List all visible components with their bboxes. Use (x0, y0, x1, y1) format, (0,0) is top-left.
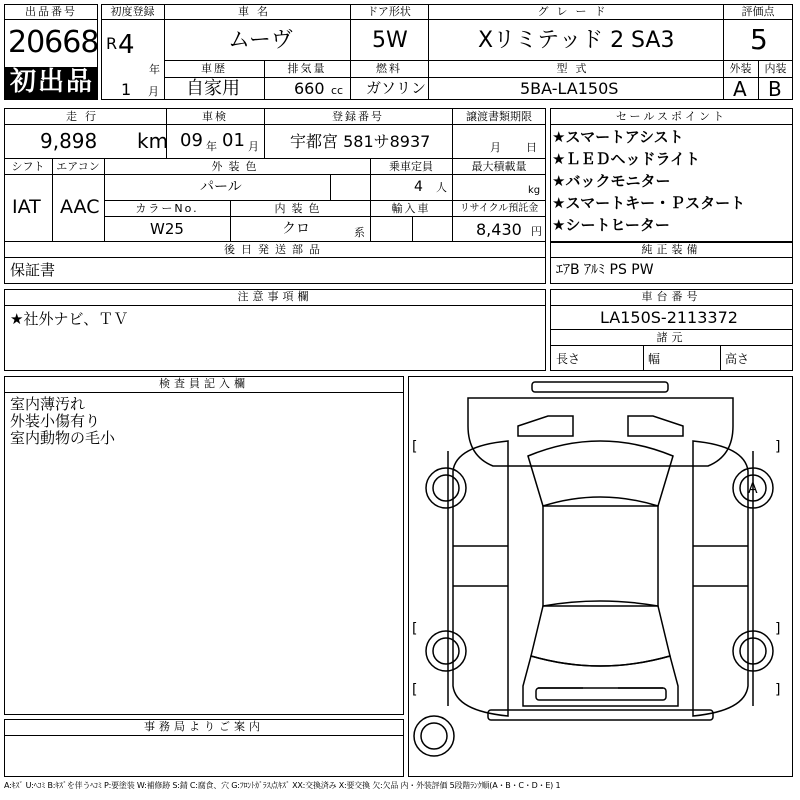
right-panel (693, 441, 748, 716)
left-panel (453, 441, 508, 716)
mileage-unit: km (137, 129, 169, 153)
rear-window (531, 601, 670, 666)
sales-point-2: ★ＬＥＤヘッドライト (552, 150, 700, 168)
bracket-rear-right: ] (775, 621, 781, 637)
sales-point-3: ★バックモニター (552, 172, 671, 190)
windshield (528, 441, 673, 506)
exterior-grade-label: 外装 (729, 62, 752, 75)
bracket-spare-left: [ (412, 682, 418, 698)
interior-color-label: 内装色 (274, 202, 326, 215)
history-value: 自家用 (186, 78, 240, 99)
notes-label: 注意事項欄 (237, 290, 313, 303)
inspector-line-1: 室内薄汚れ (10, 395, 86, 413)
bracket-front-left: [ (412, 439, 418, 455)
later-parts-value: 保証書 (10, 261, 56, 279)
plate-value: 宇都宮 581サ8937 (290, 132, 431, 151)
lot-number: 20668 (8, 25, 99, 60)
lot-label: 出品番号 (4, 4, 98, 20)
grade-label: グレード (537, 5, 614, 18)
equipment-label: 純正装備 (641, 243, 702, 256)
plate-label: 登録番号 (332, 110, 384, 123)
registration-year: 4 (118, 30, 135, 60)
fuel-label: 燃料 (376, 62, 402, 75)
aircon-label: エアコン (56, 160, 100, 173)
first-listing-label: 初出品 (10, 67, 95, 97)
registration-month-unit: 月 (148, 85, 159, 98)
bracket-rear-left: [ (412, 621, 418, 637)
bracket-front-right: ] (775, 439, 781, 455)
capacity-label: 乗車定員 (389, 160, 433, 173)
shift-value: IAT (12, 196, 41, 218)
car-name-label: 車名 (238, 5, 276, 18)
color-no-value: W25 (150, 220, 184, 238)
damage-mark-a: A (748, 481, 758, 497)
equipment-value: ｴｱB ｱﾙﾐ PS PW (556, 262, 654, 278)
displacement-label: 排気量 (287, 62, 327, 75)
interior-grade-value: B (768, 77, 782, 101)
door-value: 5W (372, 28, 408, 53)
exterior-color-value: パール (200, 179, 242, 195)
recycle-unit: 円 (531, 225, 542, 238)
interior-color-suffix: 系 (354, 226, 365, 239)
exterior-grade-value: A (733, 77, 747, 101)
model-label: 型式 (556, 62, 595, 75)
fuel-value: ガソリン (366, 79, 427, 97)
max-load-unit: kg (528, 185, 541, 196)
inspection-year-unit: 年 (206, 140, 217, 153)
specs-label: 諸元 (656, 331, 687, 344)
rear-bumper (536, 688, 666, 700)
color-no-label: カラーNo. (135, 202, 199, 215)
roof (543, 506, 658, 606)
trunk (523, 656, 678, 706)
grade-value: Xリミテッド 2 SA3 (478, 28, 675, 53)
score-value: 5 (750, 23, 768, 56)
specs-length: 長さ (556, 352, 581, 366)
history-label: 車歴 (201, 62, 227, 75)
car-diagram (408, 376, 793, 777)
door-label: ドア形状 (367, 5, 411, 18)
registration-label: 初度登録 (110, 5, 155, 18)
specs-width: 幅 (648, 352, 661, 366)
office-label: 事務局よりご案内 (144, 720, 264, 733)
front-bumper (532, 382, 668, 392)
sales-point-4: ★スマートキー・Ｐスタート (552, 194, 746, 212)
capacity-value: 4 (414, 179, 423, 195)
registration-year-unit: 年 (149, 63, 160, 76)
legend-text: A:ｷｽﾞ U:ﾍｺﾐ B:ｷｽﾞを伴うﾍｺﾐ P:要塗装 W:補修跡 S:錆 C:腐食、穴 G:ﾌﾛﾝﾄｶﾞﾗｽ点ｷｽﾞ XX:交換済み X:要交換 欠:欠品 内・外装評価 5段階ﾗﾝｸ順(A・B・C・D・E) 1 (4, 781, 561, 790)
displacement-value: 660 (294, 79, 325, 98)
car-name-value: ムーヴ (228, 28, 293, 53)
capacity-unit: 人 (436, 181, 447, 194)
inspector-line-3: 室内動物の毛小 (10, 429, 116, 447)
interior-grade-label: 内装 (764, 62, 787, 75)
rear-bumper-lower (488, 710, 713, 720)
chassis-value: LA150S-2113372 (600, 308, 738, 327)
transfer-label: 譲渡書類期限 (466, 110, 532, 123)
front-left-wheel (426, 468, 466, 508)
recycle-label: リサイクル預託金 (459, 203, 539, 214)
sales-point-5: ★シートヒーター (552, 216, 670, 234)
spare-wheel (414, 716, 454, 756)
inspection-month: 01 (222, 130, 245, 151)
import-label: 輸入車 (391, 202, 431, 215)
recycle-value: 8,430 (476, 220, 522, 239)
sales-point-1: ★スマートアシスト (552, 128, 684, 146)
displacement-unit: cc (331, 84, 344, 97)
front-headlights (518, 416, 683, 436)
specs-height: 高さ (725, 352, 750, 366)
inspection-year: 09 (180, 130, 203, 151)
interior-color-value: クロ (282, 221, 310, 237)
transfer-month-unit: 月 (490, 141, 501, 154)
inspection-label: 車検 (202, 110, 228, 123)
mileage-label: 走行 (66, 110, 104, 123)
chassis-label: 車台番号 (641, 290, 702, 303)
shift-label: シフト (11, 160, 45, 173)
bracket-spare-right: ] (775, 682, 781, 698)
registration-era: R (106, 34, 118, 53)
inspector-line-2: 外装小傷有り (10, 412, 101, 430)
model-value: 5BA-LA150S (520, 79, 619, 98)
exterior-color-label: 外装色 (211, 160, 263, 173)
aircon-value: AAC (60, 196, 100, 218)
transfer-day-unit: 日 (526, 141, 537, 154)
later-parts-label: 後日発送部品 (224, 243, 326, 256)
registration-month: 1 (121, 80, 132, 99)
sales-points-label: セールスポイント (615, 110, 727, 123)
max-load-label: 最大積載量 (471, 160, 527, 173)
rear-left-wheel (426, 631, 466, 671)
inspector-label: 検査員記入欄 (159, 377, 249, 390)
mileage-value: 9,898 (40, 129, 98, 153)
score-label: 評価点 (741, 5, 775, 18)
inspection-month-unit: 月 (248, 140, 259, 153)
notes-value: ★社外ナビ、ＴＶ (10, 310, 129, 328)
